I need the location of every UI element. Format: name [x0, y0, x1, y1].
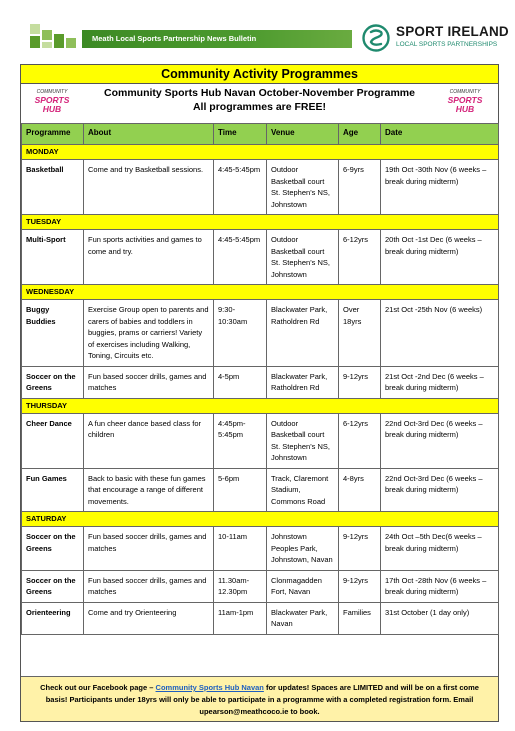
decorative-square — [54, 34, 64, 48]
time-cell: 5-6pm — [214, 468, 267, 512]
table-row — [22, 413, 499, 468]
column-header: Venue — [267, 124, 339, 145]
table-row — [22, 527, 499, 571]
programme-cell: Orienteering — [22, 602, 84, 634]
free-notice: All programmes are FREE! — [192, 101, 327, 113]
date-cell: 22nd Oct-3rd Dec (6 weeks – break during midterm) — [381, 468, 499, 512]
facebook-page-link[interactable]: Community Sports Hub Navan — [155, 683, 264, 692]
about-cell: Exercise Group open to parents and carers of babies and toddlers in buggies, prams or carriers! Variety of exercises including Walking, Toning, Circuits etc. — [84, 300, 214, 367]
day-label: MONDAY — [22, 145, 499, 160]
programme-cell: Fun Games — [22, 468, 84, 512]
column-header: Time — [214, 124, 267, 145]
about-cell: Fun based soccer drills, games and matches — [84, 570, 214, 602]
programme-cell: Cheer Dance — [22, 413, 84, 468]
column-header: Date — [381, 124, 499, 145]
sports-hub-logo-left — [29, 89, 75, 115]
day-row — [22, 285, 499, 300]
footer-text-prefix: Check out our Facebook page – — [40, 683, 156, 692]
bulletin-title: Meath Local Sports Partnership News Bulletin — [82, 30, 352, 48]
venue-cell: Blackwater Park, Ratholdren Rd — [267, 366, 339, 398]
venue-cell: Clonmagadden Fort, Navan — [267, 570, 339, 602]
age-cell: 9-12yrs — [339, 527, 381, 571]
day-row — [22, 145, 499, 160]
about-cell: Fun sports activities and games to come and try. — [84, 230, 214, 285]
brand-name: SPORT IRELAND — [396, 24, 509, 39]
time-cell: 10-11am — [214, 527, 267, 571]
decorative-square — [42, 42, 52, 48]
sports-hub-logo-right — [442, 89, 488, 115]
table-row — [22, 300, 499, 367]
age-cell: 6-12yrs — [339, 230, 381, 285]
hub-logo-main-text: SPORTS HUB — [447, 95, 483, 114]
date-cell: 22nd Oct-3rd Dec (6 weeks – break during midterm) — [381, 413, 499, 468]
programme-subtitle: Community Sports Hub Navan October-November Programme — [104, 87, 415, 99]
sport-ireland-swirl-icon — [362, 24, 390, 52]
hub-logo-top-text: COMMUNITY — [36, 89, 68, 95]
about-cell: Come and try Basketball sessions. — [84, 160, 214, 215]
date-cell: 19th Oct -30th Nov (6 weeks – break during midterm) — [381, 160, 499, 215]
time-cell: 11am-1pm — [214, 602, 267, 634]
about-cell: A fun cheer dance based class for children — [84, 413, 214, 468]
venue-cell: Outdoor Basketball court St. Stephen's NS, Johnstown — [267, 230, 339, 285]
programme-cell: Multi-Sport — [22, 230, 84, 285]
time-cell: 4:45pm-5:45pm — [214, 413, 267, 468]
venue-cell: Track, Claremont Stadium, Commons Road — [267, 468, 339, 512]
day-label: SATURDAY — [22, 512, 499, 527]
venue-cell: Johnstown Peoples Park, Johnstown, Navan — [267, 527, 339, 571]
decorative-square — [30, 24, 40, 34]
decorative-square — [66, 38, 76, 48]
hub-logo-top-text: COMMUNITY — [449, 89, 481, 95]
hub-logo-main-text: SPORTS HUB — [34, 95, 70, 114]
age-cell: Families — [339, 602, 381, 634]
programme-sheet — [20, 64, 499, 722]
column-header: About — [84, 124, 214, 145]
time-cell: 11.30am-12.30pm — [214, 570, 267, 602]
decorative-square — [30, 36, 40, 48]
venue-cell: Outdoor Basketball court St. Stephen's NS, Johnstown — [267, 160, 339, 215]
programme-cell: Basketball — [22, 160, 84, 215]
table-row — [22, 602, 499, 634]
column-header: Age — [339, 124, 381, 145]
date-cell: 20th Oct -1st Dec (6 weeks – break during midterm) — [381, 230, 499, 285]
age-cell: 6-12yrs — [339, 413, 381, 468]
venue-cell: Blackwater Park, Navan — [267, 602, 339, 634]
about-cell: Back to basic with these fun games that encourage a range of different movements. — [84, 468, 214, 512]
date-cell: 24th Oct –5th Dec(6 weeks – break during midterm) — [381, 527, 499, 571]
sport-ireland-logo — [358, 22, 508, 56]
bulletin-header — [0, 0, 515, 62]
date-cell: 31st October (1 day only) — [381, 602, 499, 634]
table-row — [22, 468, 499, 512]
brand-subtitle: LOCAL SPORTS PARTNERSHIPS — [396, 41, 498, 48]
time-cell: 4:45-5:45pm — [214, 160, 267, 215]
table-row — [22, 570, 499, 602]
time-cell: 9:30-10:30am — [214, 300, 267, 367]
date-cell: 17th Oct -28th Nov (6 weeks – break during midterm) — [381, 570, 499, 602]
day-label: THURSDAY — [22, 398, 499, 413]
day-row — [22, 512, 499, 527]
column-header: Programme — [22, 124, 84, 145]
day-row — [22, 215, 499, 230]
footer-text-suffix: for updates! Spaces are LIMITED and will be on a first come basis! Participants under 18yrs will only be able to participate in a programme with a completed registration form. Email upearson@meathcoco.ie to book. — [45, 683, 479, 716]
table-header-row — [22, 124, 499, 145]
programme-cell: Soccer on the Greens — [22, 527, 84, 571]
booking-footer — [21, 676, 498, 721]
programme-table — [21, 123, 499, 635]
time-cell: 4-5pm — [214, 366, 267, 398]
age-cell: Over 18yrs — [339, 300, 381, 367]
programme-cell: Soccer on the Greens — [22, 570, 84, 602]
table-row — [22, 160, 499, 215]
programme-cell: Buggy Buddies — [22, 300, 84, 367]
date-cell: 21st Oct -25th Nov (6 weeks) — [381, 300, 499, 367]
about-cell: Fun based soccer drills, games and matches — [84, 366, 214, 398]
age-cell: 9-12yrs — [339, 570, 381, 602]
about-cell: Fun based soccer drills, games and matches — [84, 527, 214, 571]
day-label: WEDNESDAY — [22, 285, 499, 300]
venue-cell: Outdoor Basketball court St. Stephen's NS, Johnstown — [267, 413, 339, 468]
age-cell: 4-8yrs — [339, 468, 381, 512]
age-cell: 9-12yrs — [339, 366, 381, 398]
age-cell: 6-9yrs — [339, 160, 381, 215]
decorative-square — [42, 30, 52, 40]
table-row — [22, 230, 499, 285]
day-label: TUESDAY — [22, 215, 499, 230]
day-row — [22, 398, 499, 413]
table-row — [22, 366, 499, 398]
page-title: Community Activity Programmes — [21, 65, 498, 84]
date-cell: 21st Oct -2nd Dec (6 weeks – break during midterm) — [381, 366, 499, 398]
programme-cell: Soccer on the Greens — [22, 366, 84, 398]
venue-cell: Blackwater Park, Ratholdren Rd — [267, 300, 339, 367]
time-cell: 4:45-5:45pm — [214, 230, 267, 285]
about-cell: Come and try Orienteering — [84, 602, 214, 634]
